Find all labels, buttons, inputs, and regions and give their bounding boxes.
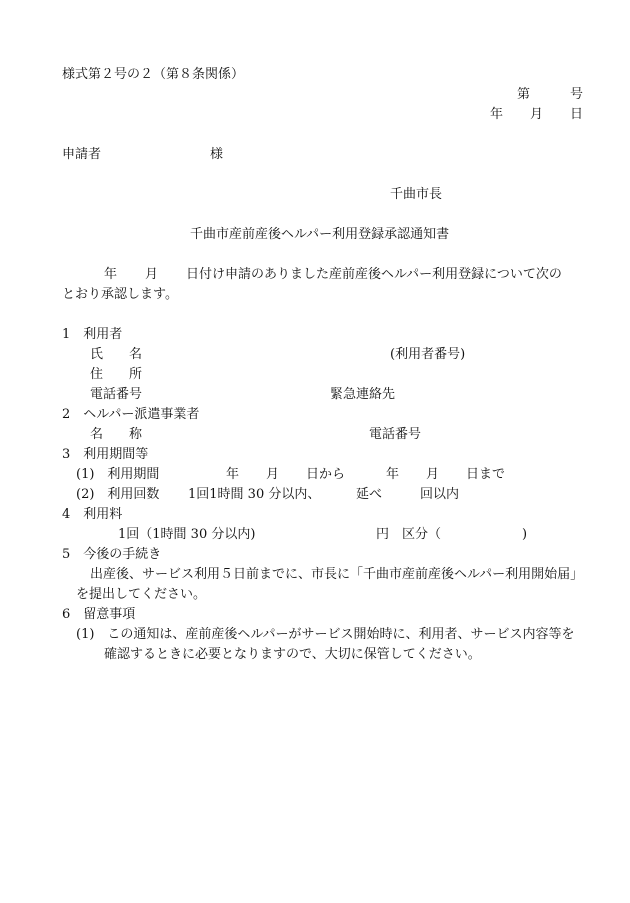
s3-p1-month2: 月 xyxy=(426,467,440,482)
s3-p1-from: 日から xyxy=(306,467,346,482)
intro-year: 年 xyxy=(104,267,118,282)
s4-heading: 4 利用料 xyxy=(62,507,123,522)
intro-line2: とおり承認します。 xyxy=(62,287,178,302)
s1-name-label: 氏 名 xyxy=(90,347,143,362)
s2-name-label: 名 称 xyxy=(90,427,143,442)
date-month: 月 xyxy=(530,107,544,122)
s2-phone-label: 電話番号 xyxy=(369,427,422,442)
doc-number-dai: 第 xyxy=(517,87,531,102)
s1-address-label: 住 所 xyxy=(90,367,143,382)
s3-p2-label: (2) 利用回数 xyxy=(76,487,160,502)
s5-heading: 5 今後の手続き xyxy=(62,547,162,562)
form-number: 様式第２号の２（第８条関係） xyxy=(62,67,245,82)
intro-line1: 日付け申請のありました産前産後ヘルパー利用登録について次の xyxy=(186,267,562,282)
s3-p2-text: 1回1時間 30 分以内、 xyxy=(188,487,321,502)
s5-line2: を提出してください。 xyxy=(76,587,207,602)
date-year: 年 xyxy=(490,107,504,122)
s6-item1-line1: (1) この通知は、産前産後ヘルパーがサービス開始時に、利用者、サービス内容等を xyxy=(76,627,575,642)
date-day: 日 xyxy=(570,107,584,122)
s6-heading: 6 留意事項 xyxy=(62,607,136,622)
s1-user-number: (利用者番号) xyxy=(390,347,466,362)
s4-yen: 円 区分（ xyxy=(376,527,442,542)
issuer: 千曲市長 xyxy=(390,187,443,202)
applicant-sama: 様 xyxy=(210,147,224,162)
s3-p1-year: 年 xyxy=(226,467,240,482)
s1-phone-label: 電話番号 xyxy=(90,387,143,402)
s3-p1-month: 月 xyxy=(266,467,280,482)
s4-fee-text: 1回（1時間 30 分以内) xyxy=(118,527,256,542)
document-title: 千曲市産前産後ヘルパー利用登録承認通知書 xyxy=(190,227,450,242)
s3-heading: 3 利用期間等 xyxy=(62,447,149,462)
s1-emergency: 緊急連絡先 xyxy=(330,387,396,402)
s4-close: ) xyxy=(522,527,528,542)
s2-heading: 2 ヘルパー派遣事業者 xyxy=(62,407,200,422)
doc-number-go: 号 xyxy=(570,87,584,102)
s3-p2-nobe: 延べ xyxy=(356,487,383,502)
intro-month: 月 xyxy=(145,267,159,282)
s1-heading: 1 利用者 xyxy=(62,327,123,342)
s3-p1-to: 日まで xyxy=(466,467,506,482)
applicant-label: 申請者 xyxy=(62,147,102,162)
s6-item1-line2: 確認するときに必要となりますので、大切に保管してください。 xyxy=(104,647,481,662)
s3-p1-year2: 年 xyxy=(386,467,400,482)
s3-p2-end: 回以内 xyxy=(420,487,460,502)
s3-p1-label: (1) 利用期間 xyxy=(76,467,160,482)
s5-line1: 出産後、サービス利用５日前までに、市長に「千曲市産前産後ヘルパー利用開始届」 xyxy=(90,567,584,582)
